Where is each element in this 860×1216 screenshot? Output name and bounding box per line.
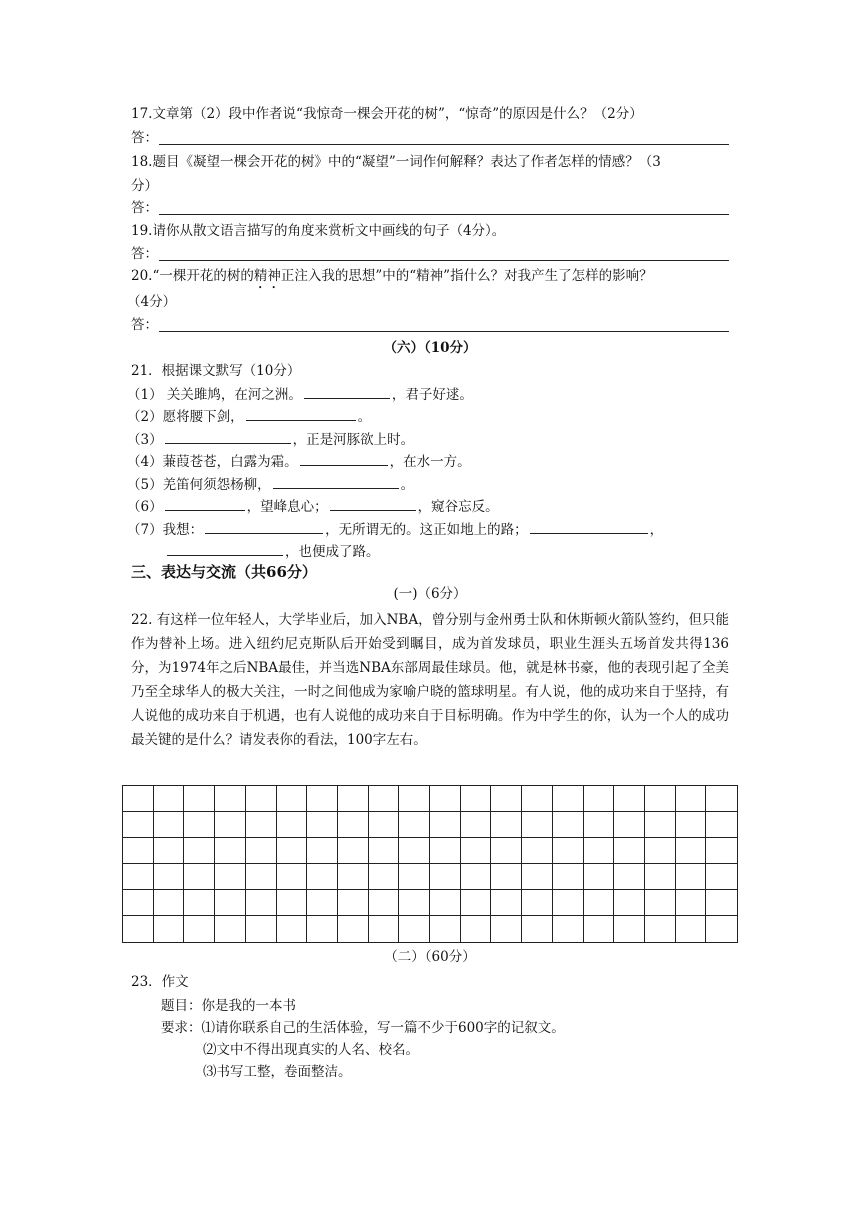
grid-cell[interactable]	[676, 786, 707, 812]
grid-cell[interactable]	[369, 864, 400, 890]
grid-cell[interactable]	[338, 786, 369, 812]
grid-cell[interactable]	[277, 812, 308, 838]
grid-cell[interactable]	[584, 838, 615, 864]
grid-cell[interactable]	[123, 812, 154, 838]
fill-blank[interactable]	[246, 405, 356, 421]
grid-cell[interactable]	[461, 916, 492, 942]
grid-cell[interactable]	[461, 890, 492, 916]
grid-cell[interactable]	[307, 864, 338, 890]
grid-cell[interactable]	[215, 864, 246, 890]
grid-cell[interactable]	[614, 838, 645, 864]
grid-cell[interactable]	[184, 890, 215, 916]
grid-cell[interactable]	[154, 890, 185, 916]
answer-line-18[interactable]	[131, 198, 729, 218]
grid-cell[interactable]	[277, 786, 308, 812]
grid-cell[interactable]	[399, 916, 430, 942]
grid-cell[interactable]	[614, 786, 645, 812]
q21-item-6	[127, 495, 499, 517]
grid-cell[interactable]	[584, 864, 615, 890]
answer-line-17[interactable]	[131, 128, 729, 148]
question-20-dotted-word: 精神	[253, 268, 281, 284]
question-19: 19.请你从散文语言描写的角度来赏析文中画线的句子（4分）。	[131, 223, 506, 239]
grid-cell[interactable]	[645, 786, 676, 812]
q21-item-6-c: ，窥谷忘反。	[417, 499, 499, 515]
grid-cell[interactable]	[430, 890, 461, 916]
essay-requirement-3: ⑶书写工整，卷面整洁。	[203, 1064, 352, 1080]
grid-cell[interactable]	[399, 864, 430, 890]
grid-cell[interactable]	[430, 916, 461, 942]
fill-blank[interactable]	[165, 495, 245, 511]
q21-item-4-a: （4）蒹葭苍苍，白露为霜。	[127, 454, 298, 470]
answer-rule	[159, 260, 729, 261]
part-2-title: （二）（60分）	[384, 949, 476, 965]
grid-cell[interactable]	[676, 812, 707, 838]
q21-item-3	[127, 428, 414, 450]
grid-cell[interactable]	[246, 916, 277, 942]
question-18-line2: 分）	[131, 178, 158, 194]
grid-cell[interactable]	[706, 890, 737, 916]
grid-cell[interactable]	[369, 812, 400, 838]
grid-cell[interactable]	[584, 812, 615, 838]
grid-cell[interactable]	[676, 864, 707, 890]
grid-cell[interactable]	[522, 864, 553, 890]
q21-item-7-d: ，也便成了路。	[285, 544, 380, 560]
grid-cell[interactable]	[584, 890, 615, 916]
grid-cell[interactable]	[522, 812, 553, 838]
q21-item-4-b: ，在水一方。	[389, 454, 471, 470]
grid-cell[interactable]	[553, 864, 584, 890]
grid-cell[interactable]	[338, 864, 369, 890]
grid-cell[interactable]	[399, 890, 430, 916]
question-21-head: 21．根据课文默写（10分）	[131, 363, 301, 379]
grid-cell[interactable]	[307, 890, 338, 916]
grid-cell[interactable]	[369, 786, 400, 812]
grid-cell[interactable]	[491, 812, 522, 838]
grid-cell[interactable]	[614, 812, 645, 838]
section-3-title: 三、表达与交流（共66分）	[131, 563, 317, 581]
grid-cell[interactable]	[461, 812, 492, 838]
grid-cell[interactable]	[706, 864, 737, 890]
grid-cell[interactable]	[338, 812, 369, 838]
answer-label: 答：	[131, 317, 158, 333]
grid-cell[interactable]	[307, 838, 338, 864]
fill-blank[interactable]	[167, 540, 283, 556]
grid-cell[interactable]	[184, 838, 215, 864]
grid-cell[interactable]	[307, 916, 338, 942]
question-20-pre: 20.“一棵开花的树的	[131, 268, 254, 284]
part-1-title: (一)（6分）	[393, 586, 467, 602]
grid-cell[interactable]	[614, 864, 645, 890]
answer-rule	[159, 214, 729, 215]
grid-cell[interactable]	[430, 864, 461, 890]
fill-blank[interactable]	[530, 518, 648, 534]
grid-cell[interactable]	[123, 786, 154, 812]
grid-cell[interactable]	[123, 916, 154, 942]
grid-cell[interactable]	[676, 916, 707, 942]
grid-cell[interactable]	[461, 786, 492, 812]
q21-item-4	[127, 450, 471, 472]
question-20-line2: （4分）	[127, 294, 177, 310]
q21-item-7-a: （7）我想：	[127, 522, 204, 538]
grid-cell[interactable]	[154, 864, 185, 890]
grid-cell[interactable]	[645, 890, 676, 916]
grid-cell[interactable]	[246, 812, 277, 838]
q21-item-3-a: （3）	[127, 432, 163, 448]
answer-label: 答：	[131, 130, 158, 146]
q21-item-5	[127, 473, 414, 495]
grid-cell[interactable]	[491, 890, 522, 916]
grid-cell[interactable]	[676, 890, 707, 916]
q21-item-7-b: ，无所谓无的。这正如地上的路；	[325, 522, 528, 538]
grid-cell[interactable]	[154, 786, 185, 812]
q21-item-6-b: ，望峰息心；	[246, 499, 328, 515]
grid-cell[interactable]	[369, 890, 400, 916]
grid-cell[interactable]	[123, 864, 154, 890]
grid-cell[interactable]	[491, 864, 522, 890]
answer-rule	[159, 331, 729, 332]
question-22: 22. 有这样一位年轻人，大学毕业后，加入NBA，曾分别与金州勇士队和休斯顿火箭队签约，但只能作为替补上场。进入纽约尼克斯队后开始受到瞩目，成为首发球员，职业生涯头五场首发共得136分，为1974年之后NBA最佳，并当选NBA东部周最佳球员。他，就是林书豪，他的表现引起了全美乃至全球华人的极大关注，一时之间他成为家喻户晓的篮球明星。有人说，他的成功来自于坚持，有人说他的成功来自于机遇，也有人说他的成功来自于目标明确。作为中学生的你，认为一个人的成功最关键的是什么？请发表你的看法，100字左右。	[131, 612, 729, 748]
answer-rule	[159, 144, 729, 145]
question-20-post: 正注入我的思想”中的“精神”指什么？对我产生了怎样的影响？	[280, 268, 653, 284]
q21-item-1-b: ，君子好逑。	[391, 387, 473, 403]
grid-cell[interactable]	[338, 838, 369, 864]
q21-item-2-b: 。	[357, 409, 372, 425]
q21-item-5-a: （5）羌笛何须怨杨柳，	[127, 477, 271, 493]
grid-cell[interactable]	[553, 786, 584, 812]
grid-cell[interactable]	[553, 838, 584, 864]
grid-cell[interactable]	[491, 786, 522, 812]
grid-cell[interactable]	[614, 916, 645, 942]
grid-cell[interactable]	[154, 812, 185, 838]
grid-cell[interactable]	[676, 838, 707, 864]
grid-cell[interactable]	[369, 916, 400, 942]
question-20-line1	[131, 266, 653, 292]
grid-cell[interactable]	[553, 890, 584, 916]
grid-cell[interactable]	[215, 812, 246, 838]
grid-cell[interactable]	[522, 786, 553, 812]
grid-cell[interactable]	[277, 890, 308, 916]
grid-cell[interactable]	[215, 890, 246, 916]
grid-cell[interactable]	[246, 864, 277, 890]
fill-blank[interactable]	[205, 518, 323, 534]
q21-item-2-a: （2）愿将腰下剑，	[127, 409, 244, 425]
fill-blank[interactable]	[165, 428, 291, 444]
grid-cell[interactable]	[430, 786, 461, 812]
grid-cell[interactable]	[123, 838, 154, 864]
fill-blank[interactable]	[300, 450, 388, 466]
grid-cell[interactable]	[399, 838, 430, 864]
q21-item-1-a: （1） 关关雎鸠，在河之洲。	[127, 387, 302, 403]
grid-cell[interactable]	[154, 916, 185, 942]
answer-line-20[interactable]	[131, 315, 729, 335]
answer-line-19[interactable]	[131, 244, 729, 264]
grid-cell[interactable]	[154, 838, 185, 864]
grid-cell[interactable]	[706, 786, 737, 812]
grid-cell[interactable]	[215, 916, 246, 942]
grid-cell[interactable]	[184, 864, 215, 890]
grid-cell[interactable]	[584, 916, 615, 942]
answer-label: 答：	[131, 200, 158, 216]
fill-blank[interactable]	[304, 383, 390, 399]
grid-cell[interactable]	[184, 812, 215, 838]
grid-cell[interactable]	[645, 838, 676, 864]
q21-item-7-c: ，	[649, 522, 664, 538]
grid-cell[interactable]	[184, 786, 215, 812]
grid-cell[interactable]	[338, 916, 369, 942]
grid-cell[interactable]	[706, 916, 737, 942]
answer-label: 答：	[131, 246, 158, 262]
grid-cell[interactable]	[307, 786, 338, 812]
q21-item-3-b: ，正是河豚欲上时。	[292, 432, 415, 448]
question-23-head: 23．作文	[131, 974, 189, 990]
grid-cell[interactable]	[369, 838, 400, 864]
question-18-line1: 18.题目《凝望一棵会开花的树》中的“凝望”一词作何解释？表达了作者怎样的情感？（3	[131, 154, 661, 170]
grid-cell[interactable]	[645, 916, 676, 942]
grid-cell[interactable]	[215, 838, 246, 864]
grid-cell[interactable]	[645, 864, 676, 890]
grid-cell[interactable]	[645, 812, 676, 838]
grid-cell[interactable]	[307, 812, 338, 838]
grid-cell[interactable]	[522, 838, 553, 864]
grid-cell[interactable]	[184, 916, 215, 942]
grid-cell[interactable]	[522, 916, 553, 942]
essay-topic: 题目：你是我的一本书	[161, 998, 296, 1014]
grid-cell[interactable]	[277, 838, 308, 864]
q21-item-7-cont	[165, 540, 380, 562]
grid-cell[interactable]	[246, 786, 277, 812]
essay-requirement-2: ⑵文中不得出现真实的人名、校名。	[203, 1042, 419, 1058]
grid-cell[interactable]	[123, 890, 154, 916]
grid-cell[interactable]	[461, 864, 492, 890]
grid-cell[interactable]	[215, 786, 246, 812]
writing-grid[interactable]	[122, 785, 738, 943]
grid-cell[interactable]	[246, 838, 277, 864]
grid-cell[interactable]	[491, 838, 522, 864]
q21-item-6-a: （6）	[127, 499, 163, 515]
grid-cell[interactable]	[522, 890, 553, 916]
grid-cell[interactable]	[430, 838, 461, 864]
grid-cell[interactable]	[614, 890, 645, 916]
fill-blank[interactable]	[330, 495, 416, 511]
q21-item-2	[127, 405, 371, 427]
grid-cell[interactable]	[399, 786, 430, 812]
grid-cell[interactable]	[277, 864, 308, 890]
grid-cell[interactable]	[553, 812, 584, 838]
grid-cell[interactable]	[706, 838, 737, 864]
q21-item-7	[127, 518, 663, 540]
essay-requirement-1: 要求：⑴请你联系自己的生活体验，写一篇不少于600字的记叙文。	[161, 1020, 565, 1036]
grid-cell[interactable]	[706, 812, 737, 838]
fill-blank[interactable]	[273, 473, 399, 489]
grid-cell[interactable]	[553, 916, 584, 942]
grid-cell[interactable]	[399, 812, 430, 838]
grid-cell[interactable]	[584, 786, 615, 812]
question-17: 17.文章第（2）段中作者说“我惊奇一棵会开花的树”，“惊奇”的原因是什么？（2分）	[131, 106, 643, 122]
q21-item-1	[127, 383, 473, 405]
grid-cell[interactable]	[461, 838, 492, 864]
grid-cell[interactable]	[277, 916, 308, 942]
q21-item-5-b: 。	[400, 477, 415, 493]
section-6-title: （六）（10分）	[383, 340, 477, 356]
grid-cell[interactable]	[430, 812, 461, 838]
grid-cell[interactable]	[491, 916, 522, 942]
grid-cell[interactable]	[246, 890, 277, 916]
grid-cell[interactable]	[338, 890, 369, 916]
